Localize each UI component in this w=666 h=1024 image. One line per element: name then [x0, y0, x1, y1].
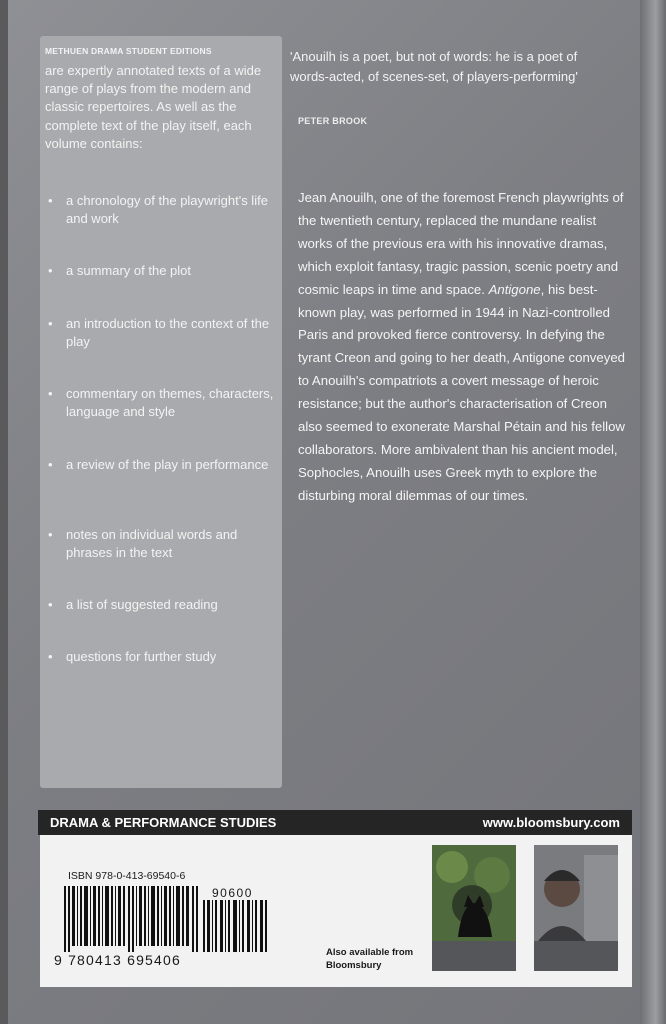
quote-author: PETER BROOK — [298, 116, 368, 126]
barcode-digits: 9 780413 695406 — [54, 952, 181, 968]
feature-bullet: • a list of suggested reading — [48, 597, 218, 612]
feature-bullet: • a summary of the plot — [48, 263, 191, 278]
also-available-label: Also available from Bloomsbury — [326, 947, 414, 971]
feature-bullet: • a review of the play in performance — [48, 457, 269, 472]
feature-bullet: • questions for further study — [48, 649, 217, 664]
spine-edge — [640, 0, 666, 1024]
related-book-cover[interactable] — [534, 845, 618, 971]
related-book-cover[interactable] — [432, 845, 516, 971]
feature-bullet: • notes on individual words and phrases in the text — [48, 527, 238, 560]
related-book-label — [534, 941, 618, 971]
barcode-addon-number: 90600 — [212, 886, 253, 900]
barcode-addon — [203, 900, 269, 952]
review-quote: 'Anouilh is a poet, but not of words: he is a poet of words-acted, of scenes-set, of players-performing' — [290, 49, 578, 84]
series-intro: are expertly annotated texts of a wide range of plays from the modern and classic repertoires. As well as the complete text of the play itself, each volume contains: — [45, 63, 262, 151]
feature-bullet: • commentary on themes, characters, language and style — [48, 386, 274, 419]
isbn-text: ISBN 978-0-413-69540-6 — [68, 870, 186, 882]
related-book-label — [432, 941, 516, 971]
category-label: DRAMA & PERFORMANCE STUDIES — [50, 815, 277, 830]
book-description: Jean Anouilh, one of the foremost French playwrights of the twentieth century, replaced the mundane realist works of the previous era with his innovative dramas, which exploit fantasy, tragic passion, scenic poetry and cosmic leaps in time and space. Antigone, his best-known play, was performed in 1944 in Nazi-controlled Paris and provoked fierce controversy. In defying the tyrant Creon and going to her death, Antigone conveyed to Anouilh's compatriots a covert message of heroic resistance; but the author's characterisation of Creon also seemed to exonerate Marshal Pétain and his fellow collaborators. More ambivalent than his ancient model, Sophocles, Anouilh uses Greek myth to explore the disturbing moral dilemmas of our times. — [298, 190, 625, 503]
series-title: METHUEN DRAMA STUDENT EDITIONS — [45, 46, 212, 56]
category-band — [38, 810, 632, 835]
play-title: Antigone — [488, 281, 541, 297]
website-link[interactable]: www.bloomsbury.com — [482, 815, 620, 830]
feature-bullet: • a chronology of the playwright's life and work — [48, 193, 268, 226]
barcode-main — [64, 886, 198, 952]
feature-bullet: • an introduction to the context of the play — [48, 316, 270, 349]
